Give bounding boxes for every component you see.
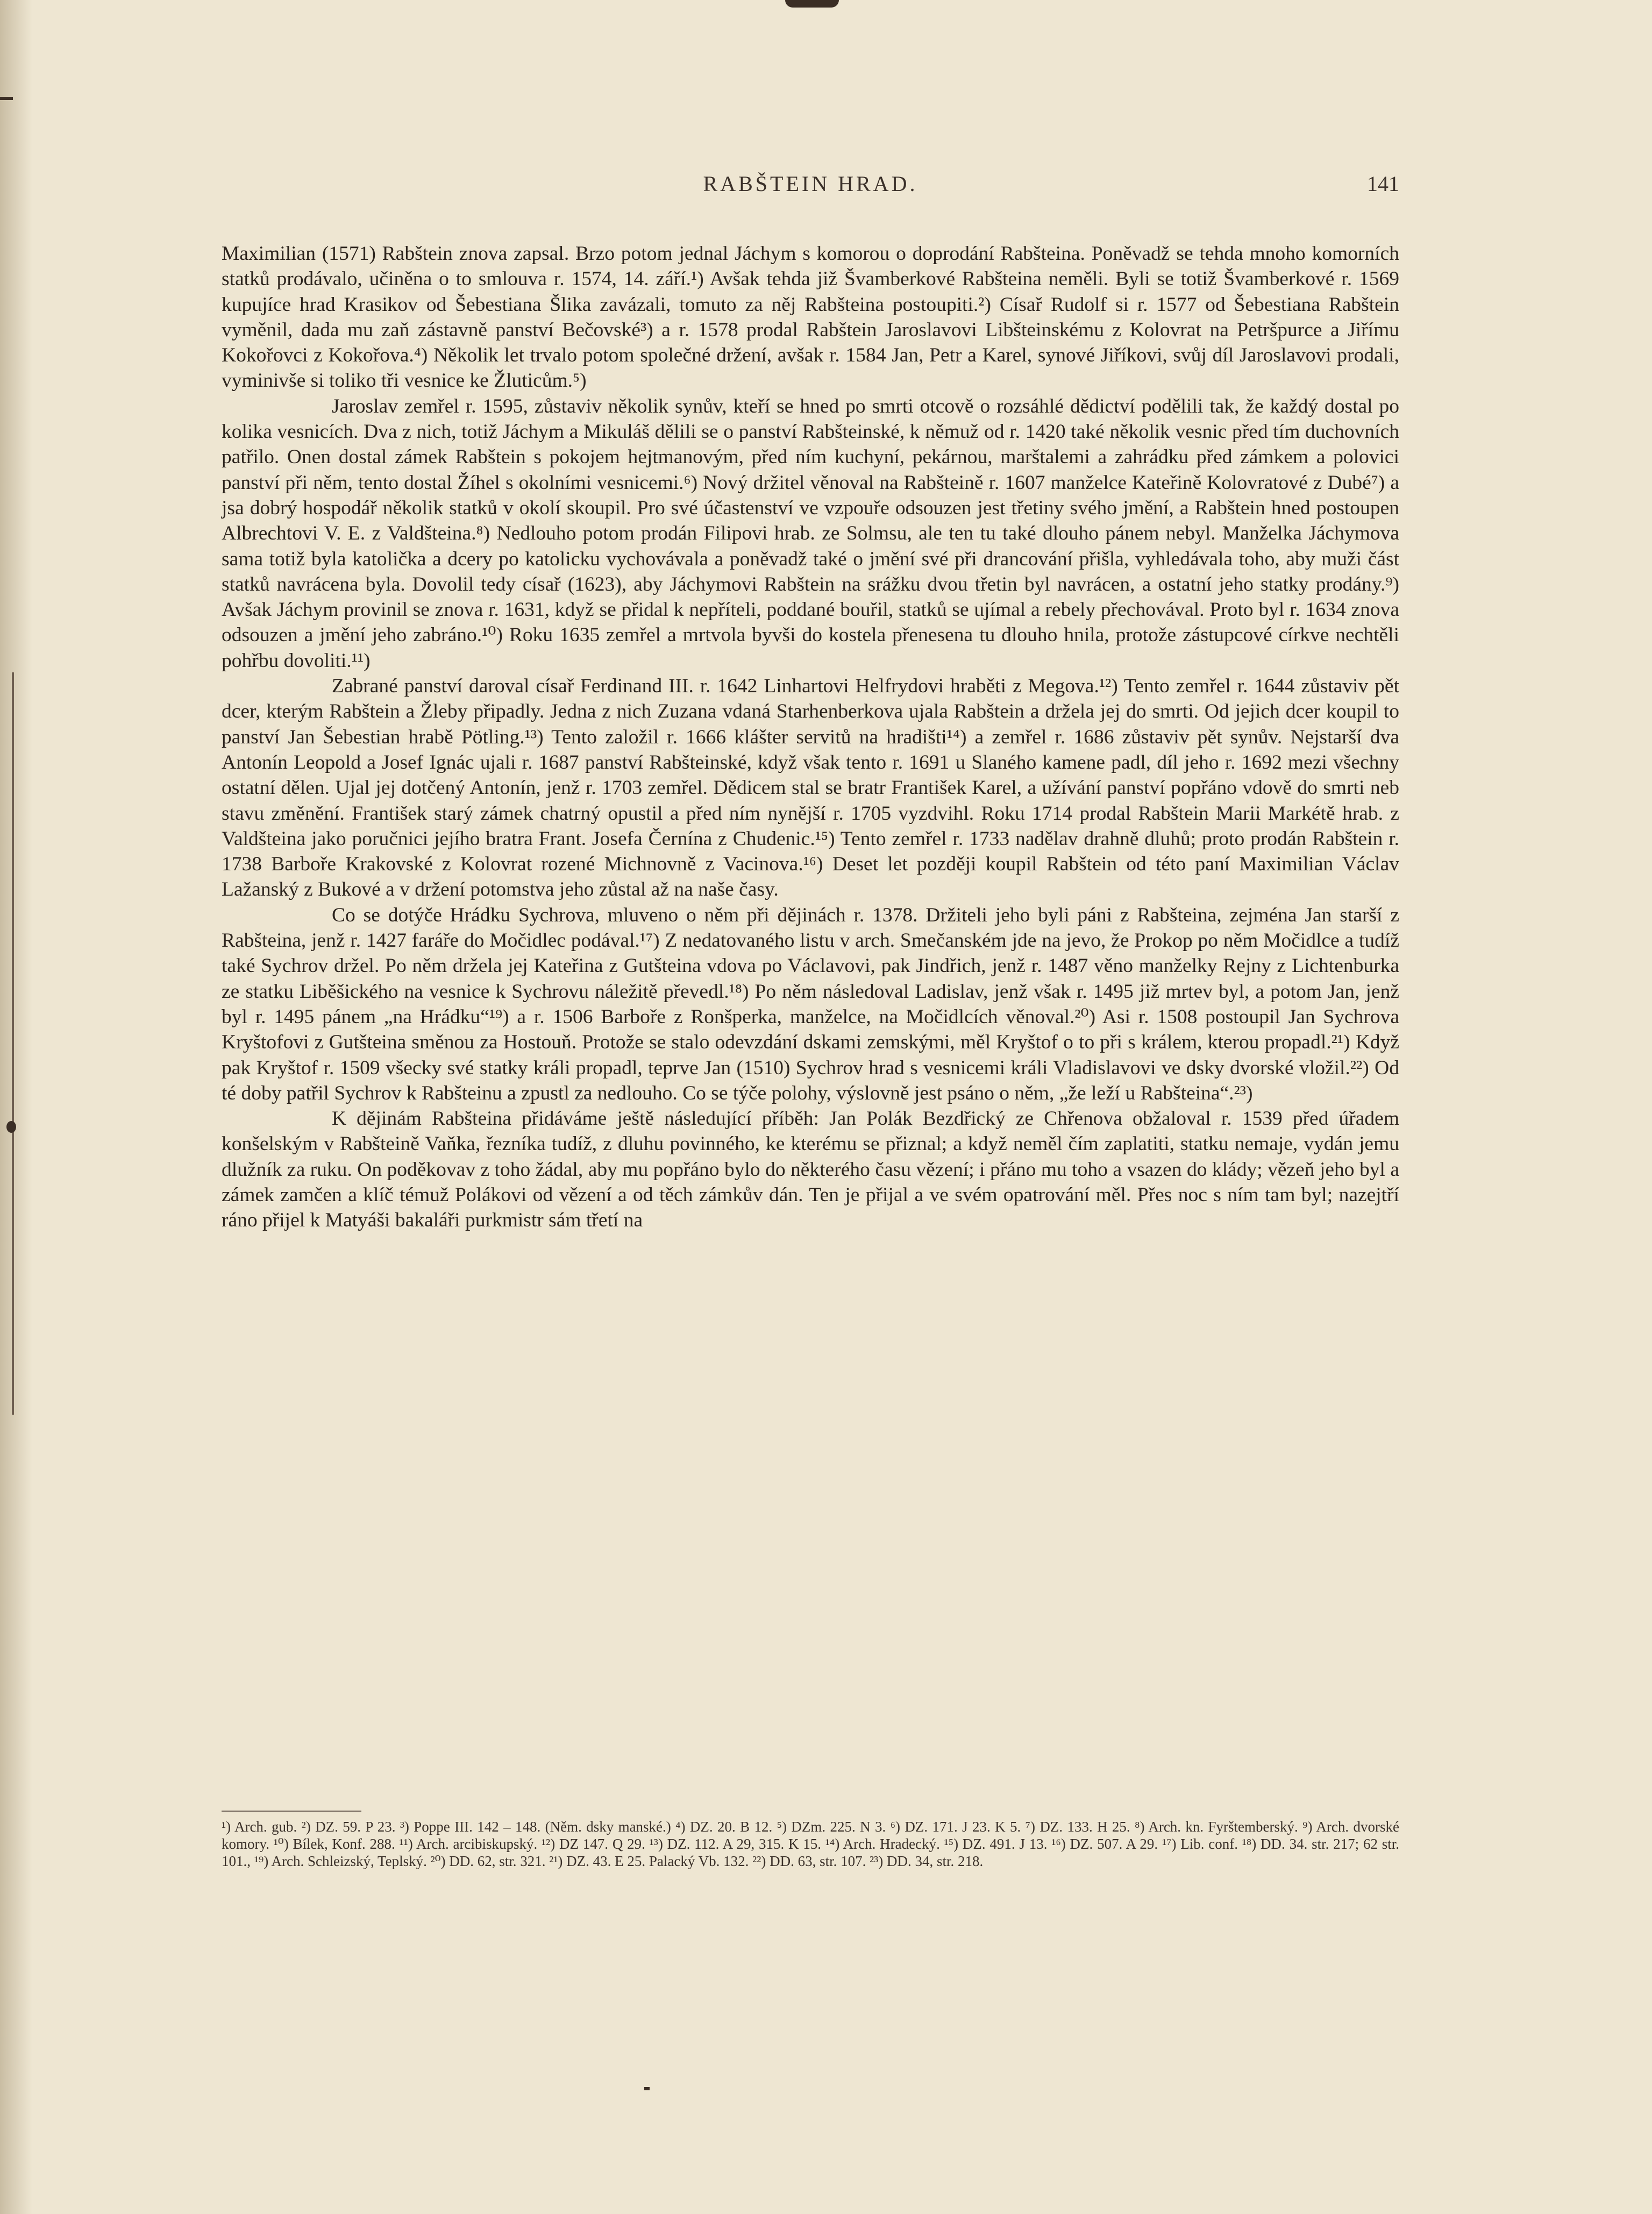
paragraph: Co se dotýče Hrádku Sychrova, mluveno o něm při dějinách r. 1378. Držiteli jeho byli páni z Rabšteina, zejména Jan starší z Rabšteina, jenž r. 1427 faráře do Močidlec podával.¹⁷) Z nedatovaného listu v arch. Smečanském jde na jevo, že Prokop po něm Močidlce a tudíž také Sychrov držel. Po něm držela jej Kateřina z Gutšteina vdova po Václavovi, pak Jindřich, jenž r. 1487 věno manželky Rejny z Lichtenburka ze statku Liběšického na vesnice k Sychrovu náležitě převedl.¹⁸) Po něm následoval Ladislav, jenž však r. 1495 již mrtev byl, a potom Jan, jenž byl r. 1495 pánem „na Hrádku“¹⁹) a r. 1506 Barboře z Ronšperka, manželce, na Močidlcích věnoval.²⁰) Asi r. 1508 postoupil Jan Sychrova Kryštofovi z Gutšteina směnou za Hostouň. Protože se stalo odevzdání dskami zemskými, měl Kryštof o to při s králem, kterou propadl.²¹) Když pak Kryštof r. 1509 všecky své statky králi propadl, teprve Jan (1510) Sychrov hrad s vesnicemi králi Vladislavovi ve dsky dvorské vložil.²²) Od té doby patřil Sychrov k Rabšteinu a zpustl za nedlouho. Co se týče polohy, výslovně jest psáno o něm, „že leží u Rabšteina“.²³) xyxy=(222,904,1399,1104)
footnote-divider xyxy=(222,1811,361,1812)
body-text xyxy=(222,241,1399,1233)
running-title: RABŠTEIN HRAD. xyxy=(703,172,918,196)
paragraph: Maximilian (1571) Rabštein znova zapsal. Brzo potom jednal Jáchym s komorou o doprodání Rabšteina. Poněvadž se tehda mnoho komorních statků prodávalo, učiněna o to smlouva r. 1574, 14. září.¹) Avšak tehda již Švamberkové Rabšteina neměli. Byli se totiž Švamberkové r. 1569 kupujíce hrad Krasikov od Šebestiana Šlika zavázali, tomuto za něj Rabšteina postoupiti.²) Císař Rudolf si r. 1577 od Šebestiana Rabštein vyměnil, dada mu zaň zástavně panství Bečovské³) a r. 1578 prodal Rabštein Jaroslavovi Libšteinskému z Kolovrat na Petršpurce a Jiřímu Kokořovci z Kokořova.⁴) Několik let trvalo potom společné držení, avšak r. 1584 Jan, Petr a Karel, synové Jiříkovi, svůj díl Jaroslavovi prodali, vyminivše si toliko tři vesnice ke Žluticům.⁵) xyxy=(222,243,1399,392)
binding-mark xyxy=(644,2087,650,2090)
running-head xyxy=(222,171,1399,203)
footnotes: ¹) Arch. gub. ²) DZ. 59. P 23. ³) Poppe III. 142 – 148. (Něm. dsky manské.) ⁴) DZ. 20. B 12. ⁵) DZm. 225. N 3. ⁶) DZ. 171. J 23. K 5. ⁷) DZ. 133. H 25. ⁸) Arch. kn. Fyrštemberský. ⁹) Arch. dvorské komory. ¹⁰) Bílek, Konf. 288. ¹¹) Arch. arcibiskupský. ¹²) DZ 147. Q 29. ¹³) DZ. 112. A 29, 315. K 15. ¹⁴) Arch. Hradecký. ¹⁵) DZ. 491. J 13. ¹⁶) DZ. 507. A 29. ¹⁷) Lib. conf. ¹⁸) DD. 34. str. 217; 62 str. 101., ¹⁹) Arch. Schleizský, Teplský. ²⁰) DD. 62, str. 321. ²¹) DZ. 43. E 25. Palacký Vb. 132. ²²) DD. 63, str. 107. ²³) DD. 34, str. 218. xyxy=(222,1819,1399,1869)
paragraph: K dějinám Rabšteina přidáváme ještě následující příběh: Jan Polák Bezdřický ze Chřenova obžaloval r. 1539 před úřadem konšelským v Rabšteině Vaňka, řezníka tudíž, z dluhu povinného, ke kterému se přiznal; a když neměl čím zaplatiti, statku nemaje, vydán jemu dlužník za ruku. On poděkovav z toho žádal, aby mu popřáno bylo do některého času vězení; i přáno mu toho a vsazen do klády; vězeň jeho byl a zámek zamčen a klíč témuž Polákovi od vězení a od těch zámkův dán. Ten je přijal a ve svém opatrování měl. Přes noc s ním tam byl; nazejtří ráno přijel k Matyáši bakaláři purkmistr sám třetí na xyxy=(222,1108,1399,1232)
paragraph: Jaroslav zemřel r. 1595, zůstaviv několik synův, kteří se hned po smrti otcově o rozsáhlé dědictví podělili tak, že každý dostal po kolika vesnicích. Dva z nich, totiž Jáchym a Mikuláš dělili se o panství Rabšteinské, k němuž od r. 1420 také několik vesnic před tím duchovních patřilo. Onen dostal zámek Rabštein s pokojem hejtmanovým, před ním kuchyní, pekárnou, marštalemi a zahrádku před zámkem a polovici panství při něm, tento dostal Žíhel s okolními vesnicemi.⁶) Nový držitel věnoval na Rabšteině r. 1607 manželce Kateřině Kolovratové z Dubé⁷) a jsa dobrý hospodář několik statků v okolí skoupil. Pro své účastenství ve vzpouře odsouzen jest třetiny svého jmění, a Rabštein hned postoupen Albrechtovi V. E. z Valdšteina.⁸) Nedlouho potom prodán Filipovi hrab. ze Solmsu, ale ten tu také dlouho pánem nebyl. Manželka Jáchymova sama totiž byla katolička a dcery po katolicku vychovávala a poněvadž také o jmění své při drancování přišla, vyhledávala toho, aby muži část statků navrácena byla. Dovolil tedy císař (1623), aby Jáchymovi Rabštein na srážku dvou třetin byl navrácen, a ostatní jeho statky prodány.⁹) Avšak Jáchym provinil se znova r. 1631, když se přidal k nepříteli, poddané bouřil, statků se ujímal a rebely přechovával. Proto byl r. 1634 znova odsouzen a jmění jeho zabráno.¹⁰) Roku 1635 zemřel a mrtvola byvši do kostela přenesena tu dlouho hnila, protože zástupcové církve nechtěli pohřbu dovoliti.¹¹) xyxy=(222,395,1399,672)
binding-mark xyxy=(0,97,13,100)
binding-mark xyxy=(785,0,839,8)
page-number: 141 xyxy=(1367,172,1399,196)
binding-mark xyxy=(6,1121,16,1133)
binding-line xyxy=(12,672,14,1415)
paragraph: Zabrané panství daroval císař Ferdinand III. r. 1642 Linhartovi Helfrydovi hraběti z Megova.¹²) Tento zemřel r. 1644 zůstaviv pět dcer, kterým Rabštein a Žleby připadly. Jedna z nich Zuzana vdaná Starhenberkova ujala Rabštein a držela jej do smrti. Od jejich dcer koupil to panství Jan Šebestian hrabě Pötling.¹³) Tento založil r. 1666 klášter servitů na hradišti¹⁴) a zemřel r. 1686 zůstaviv pět synův. Nejstarší dva Antonín Leopold a Josef Ignác ujali r. 1687 panství Rabšteinské, když však tento r. 1691 u Slaného kamene padl, díl jeho r. 1692 mezi všechny ostatní dělen. Ujal jej dotčený Antonín, jenž r. 1703 zemřel. Dědicem stal se bratr František Karel, a užívání panství popřáno vdově do smrti neb stavu změnění. František starý zámek chatrný opustil a před ním nynější r. 1705 vyzdvihl. Roku 1714 prodal Rabštein Marii Markétě hrab. z Valdšteina jako poručnici jejího bratra Frant. Josefa Černína z Chudenic.¹⁵) Tento zemřel r. 1733 nadělav drahně dluhů; proto prodán Rabštein r. 1738 Barboře Krakovské z Kolovrat rozené Michnovně z Vacinova.¹⁶) Deset let později koupil Rabštein od této paní Maximilian Václav Lažanský z Bukové a v držení potomstva jeho zůstal až na naše časy. xyxy=(222,675,1399,901)
page-edge-shadow xyxy=(0,0,32,2214)
